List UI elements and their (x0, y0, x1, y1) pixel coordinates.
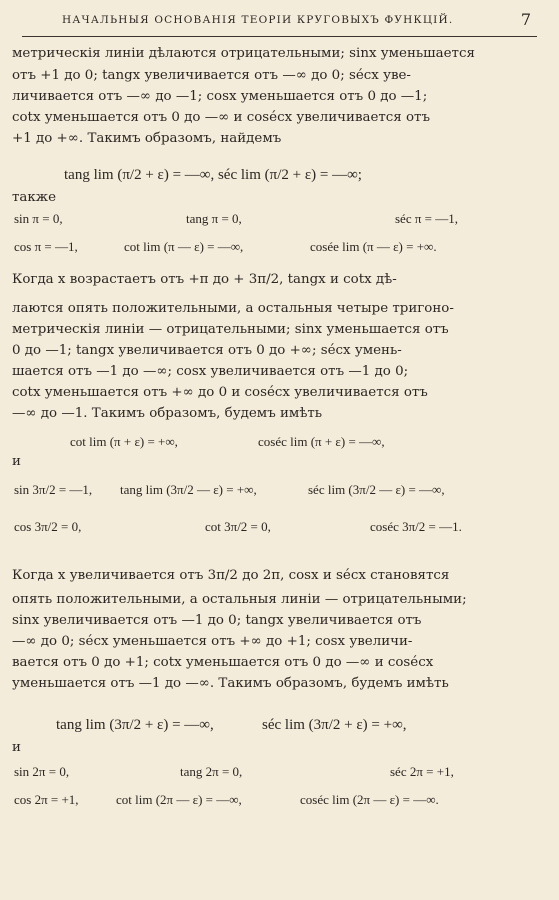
text-line: метрическія линіи — отрицательными; sinx уменьшается отъ (12, 322, 449, 337)
text-line: —∞ до —1. Такимъ образомъ, будемъ имѣть (12, 406, 323, 421)
formula-cell: séc lim (3π/2 + ε) = +∞, (262, 717, 407, 733)
running-header (22, 10, 537, 37)
formula-cell: cos π = —1, (14, 239, 78, 254)
text-line: личивается отъ —∞ до —1; cosx уменьшается отъ 0 до —1; (12, 89, 428, 104)
text-line: метрическія линіи дѣлаются отрицательными; sinx уменьшается (12, 46, 475, 61)
page-number: 7 (520, 10, 531, 29)
formula-cell: sin 3π/2 = —1, (14, 482, 93, 497)
formula-cell: tang lim (3π/2 + ε) = —∞, (56, 717, 214, 733)
text-line: и (12, 454, 21, 469)
formula-cell: cot lim (π — ε) = —∞, (124, 239, 244, 254)
formula-cell: tang lim (3π/2 — ε) = +∞, (120, 482, 257, 497)
text-line: вается отъ 0 до +1; cotx уменьшается отъ 0 до —∞ и cosécx (12, 655, 434, 670)
text-line: Когда x возрастаетъ отъ +π до + 3π/2, tangx и cotx дѣ- (12, 272, 397, 287)
text-line: —∞ до 0; sécx уменьшается отъ +∞ до +1; cosx увеличи- (12, 634, 413, 649)
text-line: лаются опять положительными, а остальныя четыре тригоно- (12, 301, 454, 316)
text-line: cotx уменьшается отъ 0 до —∞ и coséсx увеличивается отъ (12, 110, 430, 125)
formula-cell: sin 2π = 0, (14, 764, 70, 779)
formula-line: tang lim (π/2 + ε) = —∞, séc lim (π/2 + ε) = —∞; (64, 167, 362, 183)
formula-cell: séc π = —1, (395, 211, 458, 226)
formula-cell: cosée lim (π — ε) = +∞. (310, 239, 437, 254)
formula-cell: cot lim (π + ε) = +∞, (70, 434, 178, 449)
formula-cell: tang π = 0, (186, 211, 242, 226)
formula-cell: tang 2π = 0, (180, 764, 243, 779)
formula-cell: coséc lim (π + ε) = —∞, (258, 434, 385, 449)
text-line: опять положительными, а остальныя линіи — отрицательными; (12, 592, 467, 607)
formula-cell: coséc 3π/2 = —1. (370, 519, 462, 534)
text-line: sinx увеличивается отъ —1 до 0; tangx увеличивается отъ (12, 613, 422, 628)
formula-cell: cos 3π/2 = 0, (14, 519, 82, 534)
formula-cell: séc lim (3π/2 — ε) = —∞, (308, 482, 445, 497)
text-line: отъ +1 до 0; tangx увеличивается отъ —∞ до 0; sécx уве- (12, 68, 411, 83)
text-line: также (12, 190, 57, 205)
text-line: 0 до —1; tangx увеличивается отъ 0 до +∞; sécx умень- (12, 343, 402, 358)
formula-cell: cos 2π = +1, (14, 792, 79, 807)
formula-cell: coséc lim (2π — ε) = —∞. (300, 792, 439, 807)
formula-cell: cot lim (2π — ε) = —∞, (116, 792, 242, 807)
text-line: и (12, 740, 21, 755)
formula-cell: séc 2π = +1, (390, 764, 454, 779)
text-line: cotx уменьшается отъ +∞ до 0 и cosécx увеличивается отъ (12, 385, 428, 400)
text-line: шается отъ —1 до —∞; cosx увеличивается отъ —1 до 0; (12, 364, 409, 379)
formula-cell: sin π = 0, (14, 211, 63, 226)
formula-cell: cot 3π/2 = 0, (205, 519, 271, 534)
text-line: уменьшается отъ —1 до —∞. Такимъ образомъ, будемъ имѣть (12, 676, 449, 691)
text-line: Когда x увеличивается отъ 3π/2 до 2π, cosx и sécx становятся (12, 568, 450, 583)
running-title: НАЧАЛЬНЫЯ ОСНОВАНІЯ ТЕОРІИ КРУГОВЫХЪ ФУНКЦІЙ. (62, 14, 454, 26)
text-line: +1 до +∞. Такимъ образомъ, найдемъ (12, 131, 282, 146)
